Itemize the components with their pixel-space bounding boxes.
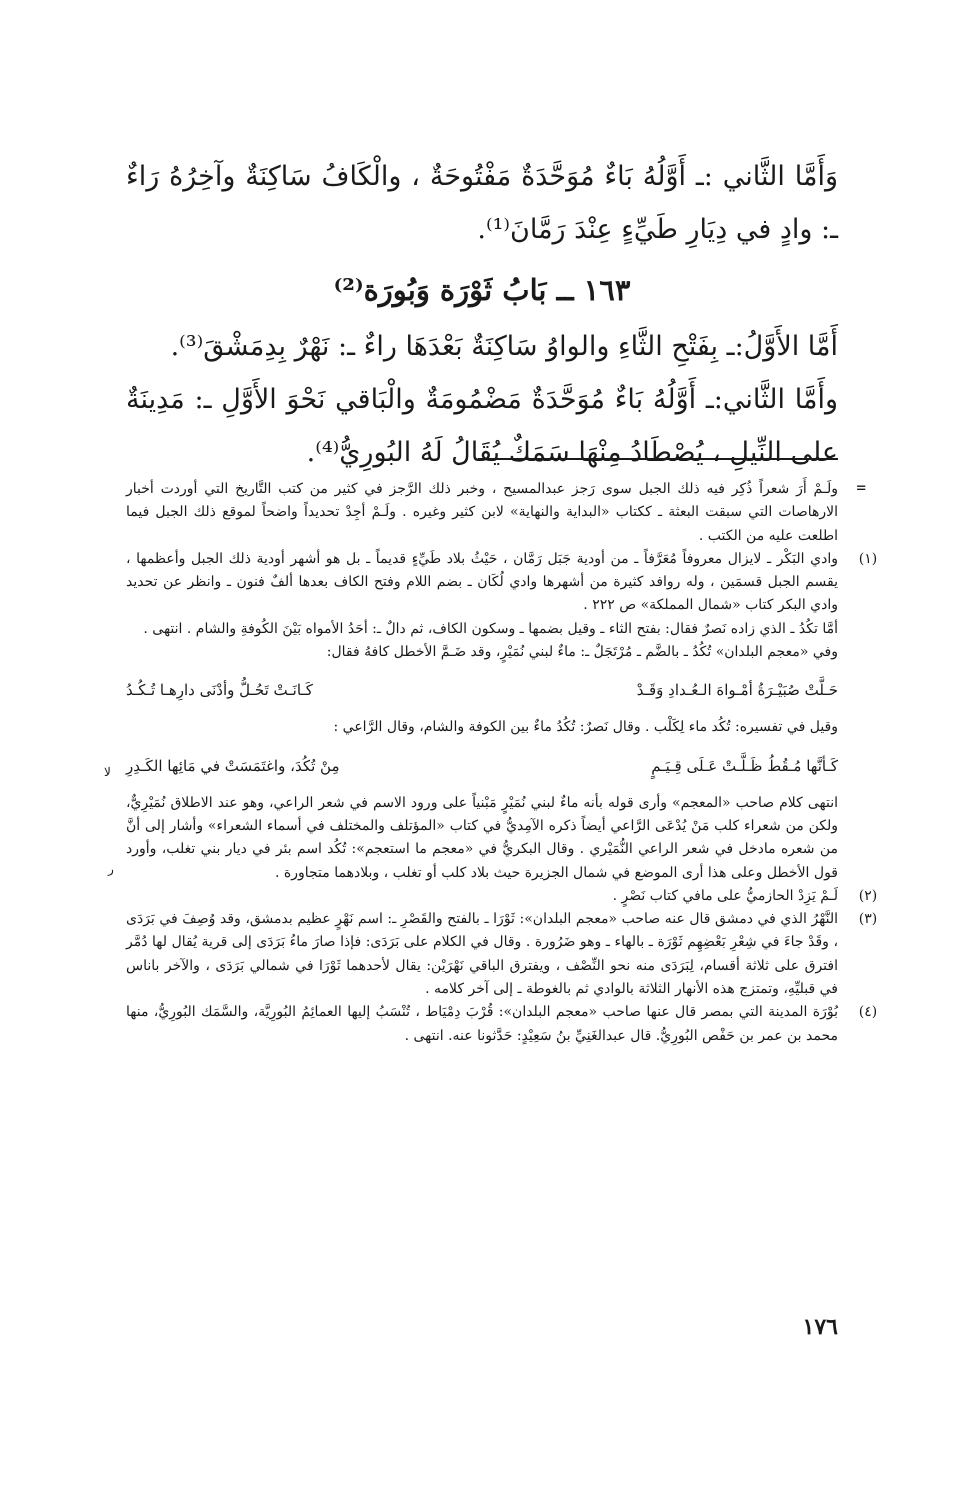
footnote-1-paragraph-5: انتهى كلام صاحب «المعجم» وأرى قوله بأنه ماءٌ لبني نُمَيْرٍ مَبْنياً على ورود الاسم في شعر الراعي، وهو عند الاطلاق نُمَيْرِيٌّ، ولكن من شعراء كلب مَنْ يُدْعَى الرَّاعي أيضاً ذكره الآمِديُّ في كتاب «المؤتلف والمختلف في أسماء الشعراء» وأشار إلى أنَّ من شعره مادخل في شعر الراعي النُّمَيْري . وقال البكريُّ في «معجم ما استعجم»: تُكُد اسم بئر في ديار بني تغلب، وأورد قول الأخطل وعلى هذا أرى الموضع في شمال الجزيرة حيث بلاد كلب أو تغلب ، وبلادهما متجاورة . [126, 794, 838, 881]
footnotes [126, 478, 878, 1048]
footnote-continuation-text: ولَـمْ أَرَ شعراً ذُكِر فيه ذلك الجبل سوى رَجز عبدالمسيح ، وخبر ذلك الرَّجز في كثير من كتب التَّاريخ التي أوردت أخبار الارهاصات التي سبقت البعثة ـ ككتاب «البداية والنهاية» لابن كثير وغيره . ولَـمْ أجِدْ تحديداً واضحاً لموقع ذلك الجبل فيما اطلعت عليه من الكتب . [126, 481, 838, 544]
footnote-1-paragraph-3: وفي «معجم البلدان» تُكُدُ ـ بالضَّم ـ مُرْتَجَلٌ ـ: ماءٌ لبني نُمَيْرٍ، وقد ضَـمَّ الأخطل كافهُ فقال: [326, 644, 838, 661]
page-number: ١٧٦ [802, 1314, 838, 1340]
footnote-3 [126, 908, 878, 1001]
margin-mark-1: لا [104, 765, 111, 779]
margin-mark-2: ر [108, 862, 114, 876]
footnote-3-text: النَّهْرُ الذي في دمشق قال عنه صاحب «معجم البلدان»: ثَوْرَا ـ بالفتح والقَصْرِ ـ: اسم نَهْرٍ عظيم بدمشق، وقد وُصِفَ في بَرَدَى ، وقَدْ جاءَ في شِعْرِ بَعْضِهِم ثَوْرَة ـ بالهاء ـ وهو ضَرُورة . وقال في الكلام على بَرَدَى: فإذا صارَ ماءُ بَرَدَى إلى قرية يُقال لها دُمَّر افترق على ثلاثة أقسام، لِبَرَدَى منه نحو النِّصْف ، ويفترق الباقي نَهْرَيْن: يقال لأحدهما ثَوْرَا في شمالي بَرَدَى ، والآخر باناس في قبليِّهِ، وتمتزج هذه الأنهار الثلاثة بالوادي ثم بالغوطة ـ إلى آخر كلامه . [126, 911, 838, 998]
verse-1 [126, 664, 838, 716]
footnote-4 [126, 1001, 878, 1048]
footnote-4-text: بُوْرَة المدينة التي بمصر قال عنها صاحب «معجم البلدان»: قُرْبَ دِمْيَاط ، تُنْسَبُ إليها العمائِمُ البُورِيَّة، والسَّمَك البُورِيُّ، منها محمد بن عمر بن حَفْص البُورِيُّ. قال عبدالغَنِيِّ بنُ سَعِيْدٍ: حَدَّثونا عنه. انتهى . [126, 1004, 838, 1044]
main-paragraph-3: وأَمَّا الثَّاني:ـ أَوَّلُهُ بَاءٌ مُوَحَّدَةٌ مَضْمُومَةٌ والْبَاقي نَحْوَ الأَوَّلِ ـ: مَدِينَةٌ على النِّيلِ ، يُصْطَادُ مِنْهَا سَمَكٌ يُقَالُ لَهُ البُورِيُّ⁽⁴⁾. [126, 384, 838, 468]
verse-2 [126, 740, 838, 792]
footnote-1-text: وادي البَكْر ـ لايزال معروفاً مُعَرَّفاً ـ من أودية جَبَل رَمَّان ، حَيْثُ بلاد طَيِّءٍ قديماً ـ بل هو أشهر أودية ذلك الجبل وأعظمها ، يقسم الجبل قسمَين ، وله روافد كثيرة من أشهرها وادي لُكَان ـ بضم اللام وفتح الكاف بعدها ألفٌ فنون ـ وانظر عن تحديد وادي البكر كتاب «شمال المملكة» ص ٢٢٢ . [126, 550, 838, 614]
section-heading: ١٦٣ ــ بَابُ ثَوْرَة وَبُورَة⁽²⁾ [333, 273, 631, 307]
footnote-1-paragraph-4: وقيل في تفسيره: تُكُد ماء لِكَلْب . وقال نَصرٌ: تُكُدُ ماءٌ بين الكوفة والشام، وقال الرَّاعي : [333, 719, 838, 736]
main-text [126, 150, 838, 479]
footnote-1-number: (١) [858, 550, 878, 567]
footnote-continuation [126, 478, 838, 548]
verse-2-first-hemistich: كَـأنَّها مُـقُطُ ظَـلَّـتْ عَـلَى قِـيَـمٍ [651, 756, 838, 775]
verse-1-first-hemistich: حَـلَّتْ صُبَيْـرَةُ أمْـواهَ الـعُـدادِ وَقَـدْ [636, 681, 838, 700]
footnote-separator [478, 458, 838, 460]
verse-1-second-hemistich: كَـانَـتْ تَحُـلُّ وأدْنَى دارِهـا تُـكُـدُ [126, 681, 313, 700]
footnote-2-text: لَـمْ يَزِدْ الحازميُّ على مافي كتاب نَصْرٍ . [612, 887, 838, 904]
footnote-2 [126, 885, 878, 908]
continuation-marker: = [856, 478, 866, 497]
verse-2-second-hemistich: مِنْ تُكُدَ، واغتَمَسَتْ في مَائِها الكَـدِرِ [126, 756, 340, 775]
footnote-1 [126, 548, 878, 885]
footnote-2-number: (٢) [858, 887, 878, 904]
footnote-1-paragraph-2: أمَّا تكُدُ ـ الذي زاده نَصرٌ فقال: بفتح الثاء ـ وقيل بضمها ـ وسكون الكاف، ثم دالٌ ـ: أحَدُ الأمواه بَيْنَ الكُوفةِ والشام . انتهى . [143, 620, 838, 637]
main-paragraph-2: أَمَّا الأَوَّلُ:ـ بِفَتْحِ الثَّاءِ والواوُ سَاكِنَةٌ بَعْدَهَا راءٌ ـ: نَهْرٌ بِدِمَشْقَ⁽³⁾. [170, 331, 838, 362]
footnote-3-number: (٣) [858, 911, 878, 928]
main-paragraph-1: وَأَمَّا الثَّاني :ـ أَوَّلُهُ بَاءٌ مُوَحَّدَةٌ مَفْتُوحَةٌ ، والْكَافُ سَاكِنَةٌ وآخِرُهُ رَاءٌ ـ: وادٍ في دِيَارِ طَيِّءٍ عِنْدَ رَمَّانَ⁽¹⁾. [126, 161, 838, 245]
footnote-4-number: (٤) [858, 1004, 878, 1021]
